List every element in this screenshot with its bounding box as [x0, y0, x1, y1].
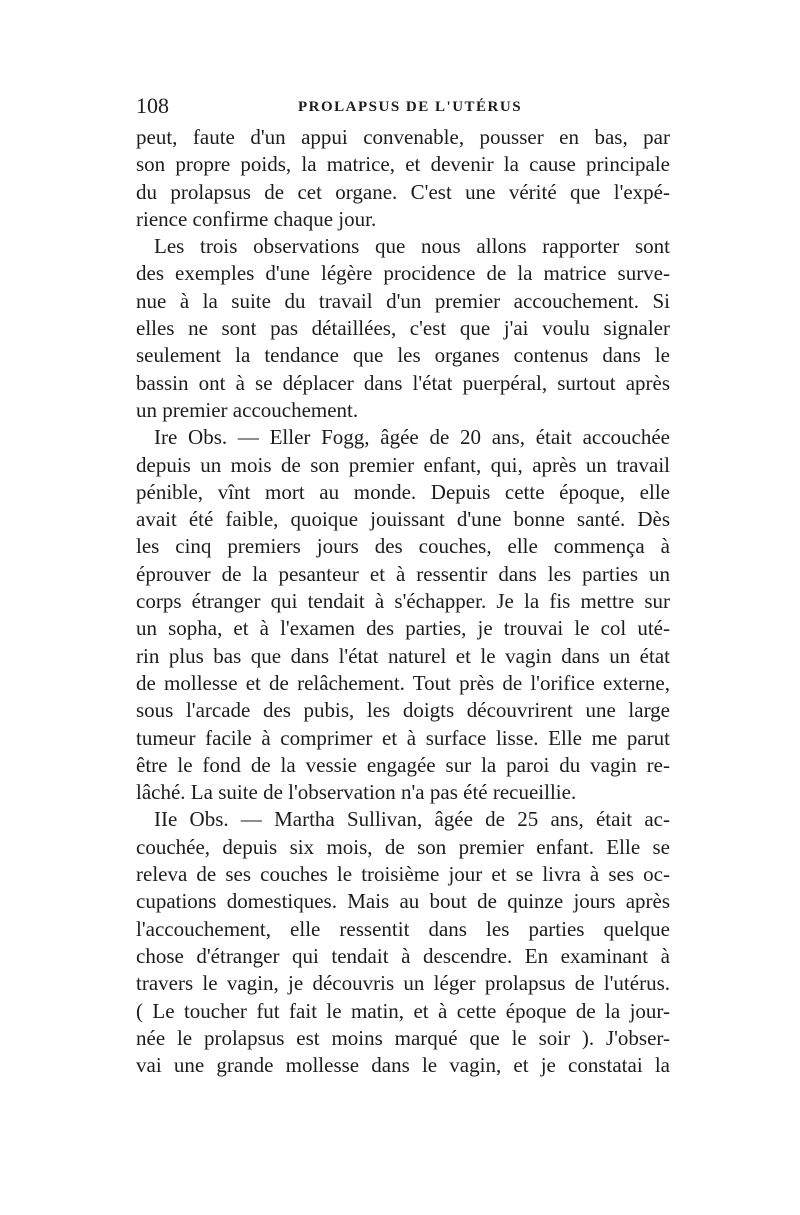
text-line: éprouver de la pesanteur et à ressentir dans les parties un	[136, 561, 670, 586]
text-line: les cinq premiers jours des couches, elle commença à	[136, 534, 670, 559]
page-number: 108	[136, 93, 169, 118]
text-line: sous l'arcade des pubis, les doigts découvrirent une large	[136, 698, 670, 723]
text-line: depuis un mois de son premier enfant, qui, après un travail	[136, 452, 670, 477]
text-line: corps étranger qui tendait à s'échapper. Je la fis mettre sur	[136, 589, 670, 614]
text-line: l'accouchement, elle ressentit dans les parties quelque	[136, 916, 670, 941]
text-line: lâché. La suite de l'observation n'a pas été recueillie.	[136, 780, 577, 805]
text-line: cupations domestiques. Mais au bout de quinze jours après	[136, 889, 670, 914]
text-line: un sopha, et à l'examen des parties, je trouvai le col uté-	[136, 616, 670, 641]
text-line: Les trois observations que nous allons rapporter sont	[154, 234, 670, 259]
running-title: PROLAPSUS DE L'UTÉRUS	[298, 99, 523, 115]
text-line: couchée, depuis six mois, de son premier enfant. Elle se	[136, 834, 670, 859]
text-line: vai une grande mollesse dans le vagin, et je constatai la	[136, 1053, 670, 1078]
text-line: elles ne sont pas détaillées, c'est que j'ai voulu signaler	[136, 316, 670, 341]
text-line: née le prolapsus est moins marqué que le soir ). J'obser-	[136, 1025, 670, 1050]
text-line: avait été faible, quoique jouissant d'une bonne santé. Dès	[136, 507, 670, 532]
text-line: Ire Obs. — Eller Fogg, âgée de 20 ans, était accouchée	[154, 425, 670, 450]
text-line: peut, faute d'un appui convenable, pousser en bas, par	[136, 125, 670, 149]
text-line: être le fond de la vessie engagée sur la paroi du vagin re-	[136, 752, 670, 777]
text-line: releva de ses couches le troisième jour et se livra à ses oc-	[136, 862, 670, 887]
text-line: rience confirme chaque jour.	[136, 206, 377, 231]
text-line: seulement la tendance que les organes contenus dans le	[136, 343, 670, 368]
text-line: un premier accouchement.	[136, 397, 359, 422]
text-line: des exemples d'une légère procidence de la matrice surve-	[136, 261, 670, 286]
text-line: chose d'étranger qui tendait à descendre. En examinant à	[136, 943, 670, 968]
text-line: nue à la suite du travail d'un premier accouchement. Si	[136, 288, 670, 313]
text-line: travers le vagin, je découvris un léger prolapsus de l'utérus.	[136, 971, 670, 996]
text-line: son propre poids, la matrice, et devenir la cause principale	[136, 152, 670, 177]
text-line: IIe Obs. — Martha Sullivan, âgée de 25 ans, était ac-	[154, 807, 670, 832]
text-line: bassin ont à se déplacer dans l'état puerpéral, surtout après	[136, 370, 670, 395]
text-line: ( Le toucher fut fait le matin, et à cette époque de la jour-	[136, 998, 670, 1023]
text-line: rin plus bas que dans l'état naturel et le vagin dans un état	[136, 643, 670, 668]
text-line: pénible, vînt mort au monde. Depuis cette époque, elle	[136, 479, 670, 504]
text-line: de mollesse et de relâchement. Tout près de l'orifice externe,	[136, 670, 670, 695]
text-line: tumeur facile à comprimer et à surface lisse. Elle me parut	[136, 725, 670, 750]
body-text	[136, 124, 670, 1079]
running-head	[136, 92, 670, 120]
text-line: du prolapsus de cet organe. C'est une vérité que l'expé-	[136, 179, 670, 204]
